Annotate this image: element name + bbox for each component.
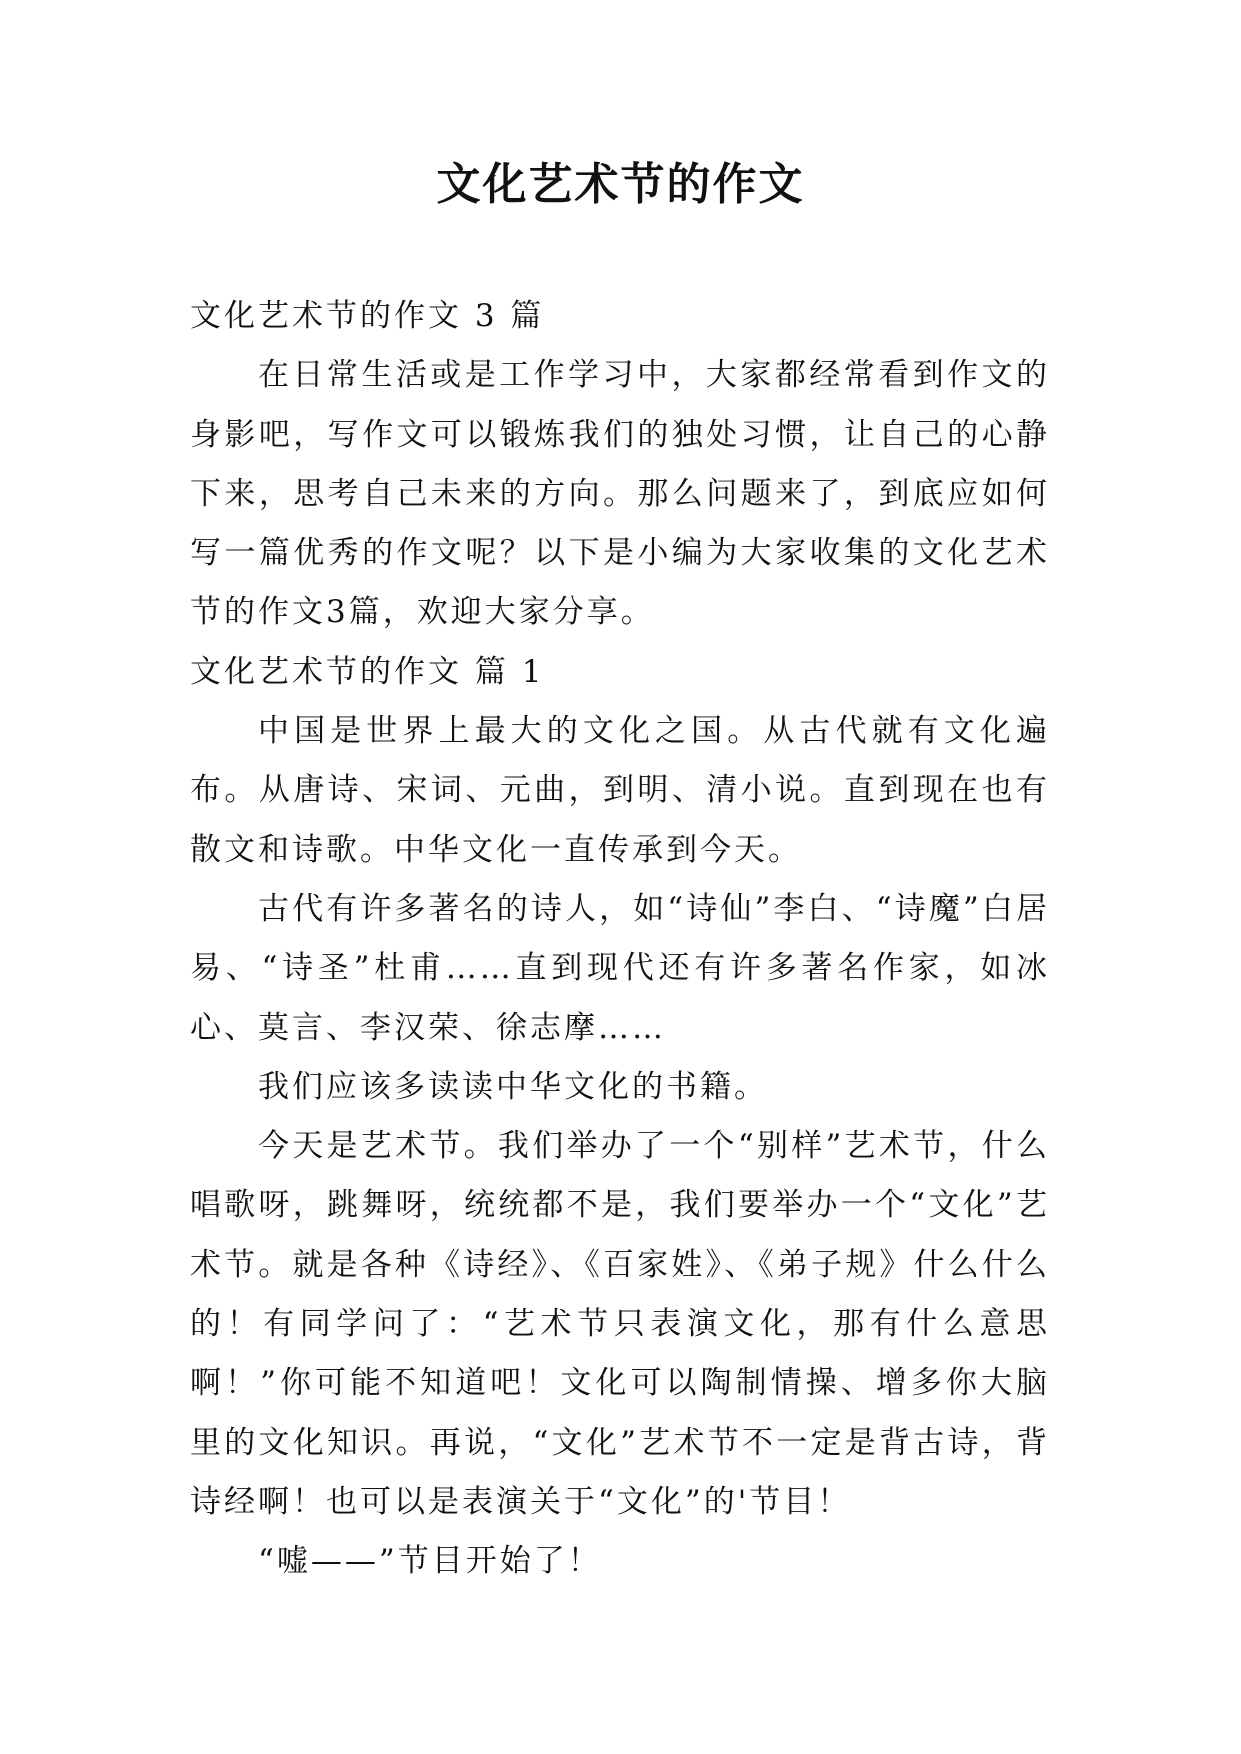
paragraph: “嘘——”节目开始了！ xyxy=(258,1543,602,1580)
document-title: 文化艺术节的作文 xyxy=(436,159,805,210)
paragraph: 我们应该多读读中华文化的书籍。 xyxy=(258,1068,768,1105)
paragraph: 中国是世界上最大的文化之国。从古代就有文化遍布。从唐诗、宋词、元曲，到明、清小说。直到现在也有散文和诗歌。中华文化一直传承到今天。 xyxy=(190,713,1050,868)
paragraph: 古代有许多著名的诗人，如“诗仙”李白、“诗魔”白居易、“诗圣”杜甫……直到现代还有许多著名作家，如冰心、莫言、李汉荣、徐志摩…… xyxy=(190,890,1050,1046)
paragraph: 今天是艺术节。我们举办了一个“别样”艺术节，什么唱歌呀，跳舞呀，统统都不是，我们要举办一个“文化”艺术节。就是各种《诗经》、《百家姓》、《弟子规》什么什么的！有同学问了：“艺术节只表演文化，那有什么意思啊！”你可能不知道吧！文化可以陶制情操、增多你大脑里的文化知识。再说，“文化”艺术节不一定是背古诗，背诗经啊！也可以是表演关于“文化”的'节目！ xyxy=(190,1128,1050,1520)
paragraph: 在日常生活或是工作学习中，大家都经常看到作文的身影吧，写作文可以锻炼我们的独处习惯，让自己的心静下来，思考自己未来的方向。那么问题来了，到底应如何写一篇优秀的作文呢？以下是小编为大家收集的文化艺术节的作文3篇，欢迎大家分享。 xyxy=(190,357,1050,631)
document-body xyxy=(190,287,1050,1592)
section-heading: 文化艺术节的作文 篇 1 xyxy=(190,653,545,690)
section-heading: 文化艺术节的作文 3 篇 xyxy=(190,298,545,334)
